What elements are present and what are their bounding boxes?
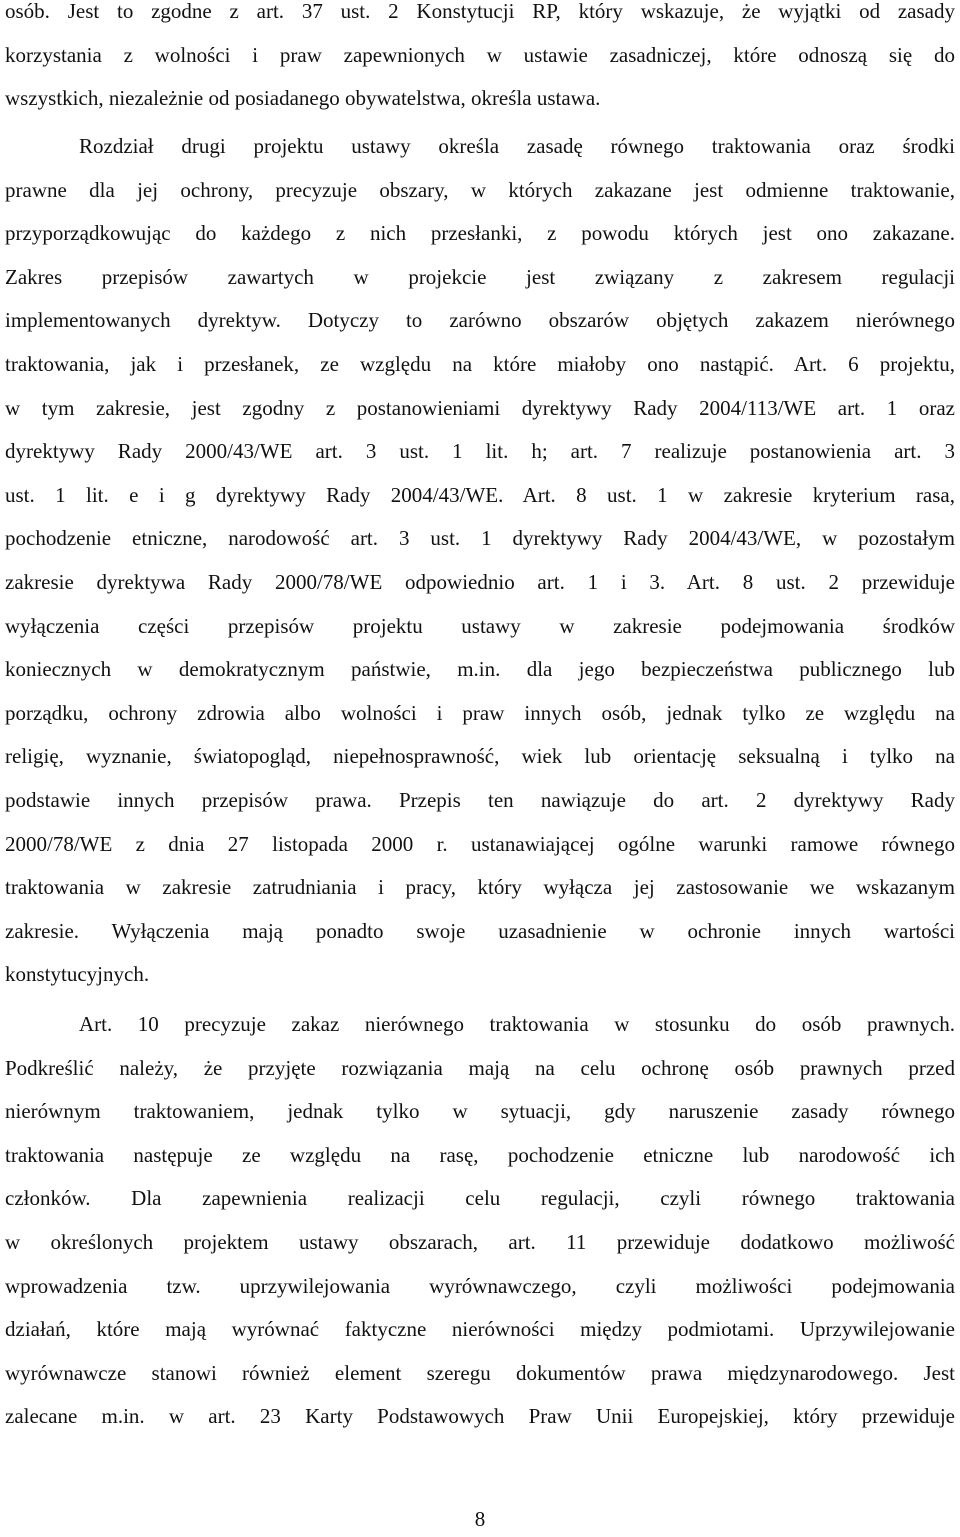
text-line: zalecane m.in. w art. 23 Karty Podstawowych Praw Unii Europejskiej, który przewiduje: [5, 1404, 955, 1429]
text-line: koniecznych w demokratycznym państwie, m.in. dla jego bezpieczeństwa publicznego lub: [5, 657, 955, 682]
text-line: zakresie dyrektywa Rady 2000/78/WE odpowiednio art. 1 i 3. Art. 8 ust. 2 przewiduje: [5, 569, 955, 594]
text-line: nierównym traktowaniem, jednak tylko w sytuacji, gdy naruszenie zasady równego: [5, 1099, 955, 1124]
text-line: wyrównawcze stanowi również element szeregu dokumentów prawa międzynarodowego. Jest: [5, 1360, 955, 1385]
text-line: implementowanych dyrektyw. Dotyczy to zarówno obszarów objętych zakazem nierównego: [5, 308, 955, 333]
paragraph-1: [5, 0, 955, 121]
text-line: w określonych projektem ustawy obszarach, art. 11 przewiduje dodatkowo możliwość: [5, 1229, 955, 1254]
text-line: wyłączenia części przepisów projektu ustawy w zakresie podejmowania środków: [5, 613, 955, 638]
text-line: przyporządkowując do każdego z nich przesłanki, z powodu których jest ono zakazane.: [5, 221, 955, 246]
text-line: wprowadzenia tzw. uprzywilejowania wyrównawczego, czyli możliwości podejmowania: [5, 1273, 955, 1298]
text-line: porządku, ochrony zdrowia albo wolności i praw innych osób, jednak tylko ze względu na: [5, 700, 955, 725]
text-line: konstytucyjnych.: [5, 962, 150, 987]
text-line: Zakres przepisów zawartych w projekcie jest związany z zakresem regulacji: [5, 264, 955, 289]
text-line: członków. Dla zapewnienia realizacji celu regulacji, czyli równego traktowania: [5, 1186, 955, 1211]
text-line: Rozdział drugi projektu ustawy określa zasadę równego traktowania oraz środki: [79, 134, 955, 158]
text-line: religię, wyznanie, światopogląd, niepełnosprawność, wiek lub orientację seksualną i tylko na: [5, 744, 955, 769]
text-line: Podkreślić należy, że przyjęte rozwiązania mają na celu ochronę osób prawnych przed: [5, 1055, 955, 1080]
text-line: działań, które mają wyrównać faktyczne nierówności między podmiotami. Uprzywilejowanie: [5, 1317, 955, 1342]
text-line: korzystania z wolności i praw zapewnionych w ustawie zasadniczej, które odnoszą się do: [5, 42, 955, 67]
text-line: osób. Jest to zgodne z art. 37 ust. 2 Konstytucji RP, który wskazuje, że wyjątki od zasady: [5, 0, 955, 23]
page-number: 8: [474, 1507, 486, 1531]
text-line: 2000/78/WE z dnia 27 listopada 2000 r. ustanawiającej ogólne warunki ramowe równego: [5, 831, 955, 856]
text-line: w tym zakresie, jest zgodny z postanowieniami dyrektywy Rady 2004/113/WE art. 1 oraz: [5, 395, 955, 420]
text-line: traktowania w zakresie zatrudniania i pracy, który wyłącza jej zastosowanie we wskazanym: [5, 875, 955, 900]
text-line: dyrektywy Rady 2000/43/WE art. 3 ust. 1 lit. h; art. 7 realizuje postanowienia art. 3: [5, 439, 955, 464]
text-line: prawne dla jej ochrony, precyzuje obszary, w których zakazane jest odmienne traktowanie,: [5, 177, 955, 202]
text-line: ust. 1 lit. e i g dyrektywy Rady 2004/43/WE. Art. 8 ust. 1 w zakresie kryterium rasa,: [5, 482, 955, 507]
text-line: zakresie. Wyłączenia mają ponadto swoje uzasadnienie w ochronie innych wartości: [5, 918, 955, 943]
text-line: traktowania następuje ze względu na rasę, pochodzenie etniczne lub narodowość ich: [5, 1142, 955, 1167]
paragraph-2: [5, 125, 955, 997]
paragraph-3: [5, 1003, 955, 1439]
text-line: podstawie innych przepisów prawa. Przepis ten nawiązuje do art. 2 dyrektywy Rady: [5, 787, 955, 812]
text-line: pochodzenie etniczne, narodowość art. 3 ust. 1 dyrektywy Rady 2004/43/WE, w pozostałym: [5, 526, 955, 551]
text-line: Art. 10 precyzuje zakaz nierównego traktowania w stosunku do osób prawnych.: [79, 1012, 955, 1036]
text-line: wszystkich, niezależnie od posiadanego obywatelstwa, określa ustawa.: [5, 86, 601, 111]
text-line: traktowania, jak i przesłanek, ze względu na które miałoby ono nastąpić. Art. 6 projektu,: [5, 351, 955, 376]
